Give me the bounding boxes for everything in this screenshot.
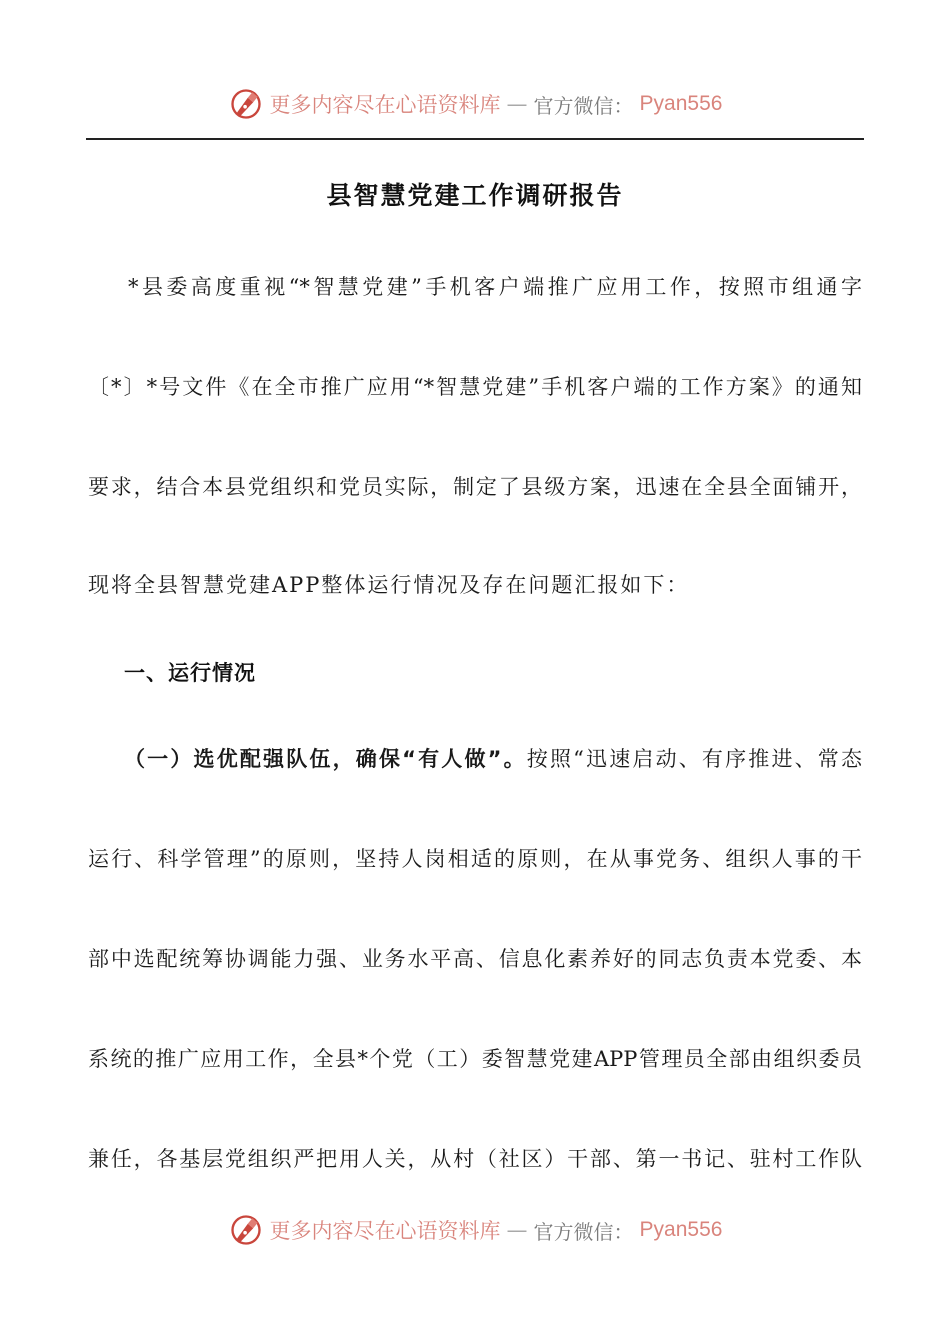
intro-line-2: 〔*〕*号文件《在全市推广应用“*智慧党建”手机客户端的工作方案》的通知 (88, 375, 862, 399)
intro-line-3: 要求，结合本县党组织和党员实际，制定了县级方案，迅速在全县全面铺开， (88, 475, 862, 499)
banner-dash: — (506, 92, 528, 116)
banner-brand-text: 更多内容尽在心语资料库 (269, 1219, 501, 1243)
document-title: 县智慧党建工作调研报告 (326, 181, 624, 210)
subsection-line-4: 系统的推广应用工作，全县*个党（工）委智慧党建APP管理员全部由组织委员 (88, 1047, 862, 1071)
banner-brand-text: 更多内容尽在心语资料库 (269, 93, 501, 117)
footer-banner (0, 1210, 950, 1250)
section-heading: 一、运行情况 (124, 661, 256, 685)
subsection-lead-bold: （一）选优配强队伍，确保“有人做”。 (124, 747, 527, 771)
pen-nib-logo-icon (228, 86, 264, 122)
banner-wechat-id: Pyan556 (639, 92, 723, 115)
header-divider (86, 138, 864, 140)
intro-line-1: *县委高度重视“*智慧党建”手机客户端推广应用工作，按照市组通字 (128, 275, 862, 299)
banner-wechat-id: Pyan556 (639, 1218, 723, 1241)
intro-line-4: 现将全县智慧党建APP整体运行情况及存在问题汇报如下： (88, 573, 690, 597)
banner-official-label: 官方微信： (533, 1219, 634, 1244)
banner-official-label: 官方微信： (533, 93, 634, 118)
header-banner (0, 84, 950, 124)
subsection-lead-rest: 按照“迅速启动、有序推进、常态 (526, 747, 862, 771)
subsection-line-1 (124, 744, 862, 774)
banner-dash: — (506, 1218, 528, 1242)
subsection-line-2: 运行、科学管理”的原则，坚持人岗相适的原则，在从事党务、组织人事的干 (88, 847, 862, 871)
subsection-line-3: 部中选配统筹协调能力强、业务水平高、信息化素养好的同志负责本党委、本 (88, 947, 862, 971)
subsection-line-5: 兼任，各基层党组织严把用人关，从村（社区）干部、第一书记、驻村工作队 (88, 1147, 862, 1171)
pen-nib-logo-icon (228, 1212, 264, 1248)
